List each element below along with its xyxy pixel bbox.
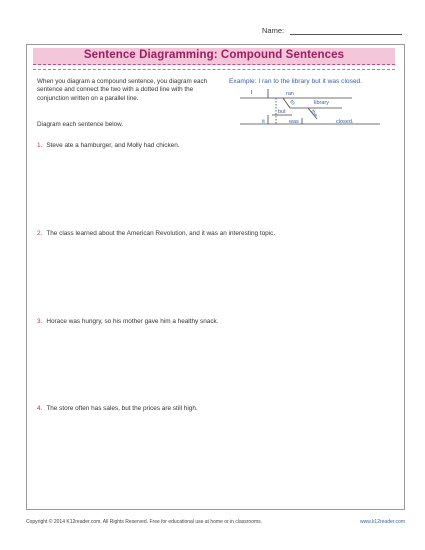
example-word-conjunction: but (278, 109, 286, 115)
example-word-verb: ran (286, 91, 294, 97)
name-field-line[interactable] (290, 34, 402, 35)
title-divider (33, 69, 395, 70)
question-text: Steve ate a hamburger, and Molly had chicken. (46, 142, 180, 149)
intro-paragraph: When you diagram a compound sentence, you diagram each sentence and connect the two with a dotted line with the conjunction written on a parallel line. (37, 78, 208, 102)
question-item (37, 318, 219, 325)
question-item (37, 142, 180, 149)
example-sentence: Example: I ran to the library but it was closed. (229, 78, 363, 85)
example-diagram (230, 84, 390, 134)
question-item (37, 405, 198, 412)
question-number: 4. (37, 405, 43, 412)
instruction-text: Diagram each sentence below. (37, 121, 124, 128)
example-word-article: the (309, 109, 319, 119)
question-text: The class learned about the American Revolution, and it was an interesting topic. (46, 230, 276, 237)
example-word-complement: closed. (336, 119, 354, 125)
question-number: 1. (37, 142, 43, 149)
example-word-preposition: to (288, 99, 296, 107)
page-title: Sentence Diagramming: Compound Sentences (83, 49, 345, 61)
question-number: 3. (37, 318, 43, 325)
name-label: Name: (262, 26, 285, 35)
example-word-subject: I (251, 90, 253, 96)
example-word-subject-2: it (262, 119, 265, 125)
question-item (37, 230, 275, 237)
example-word-object: library (314, 100, 329, 106)
question-text: The store often has sales, but the prices are still high. (46, 405, 198, 412)
question-text: Horace was hungry, so his mother gave him a healthy snack. (46, 318, 219, 325)
question-number: 2. (37, 230, 43, 237)
example-word-verb-2: was (289, 119, 299, 125)
footer-copyright: Copyright © 2014 K12reader.com. All Rights Reserved. Free for educational use at home or in classrooms. (26, 519, 263, 525)
footer-website-link[interactable]: www.k12reader.com (359, 519, 405, 525)
